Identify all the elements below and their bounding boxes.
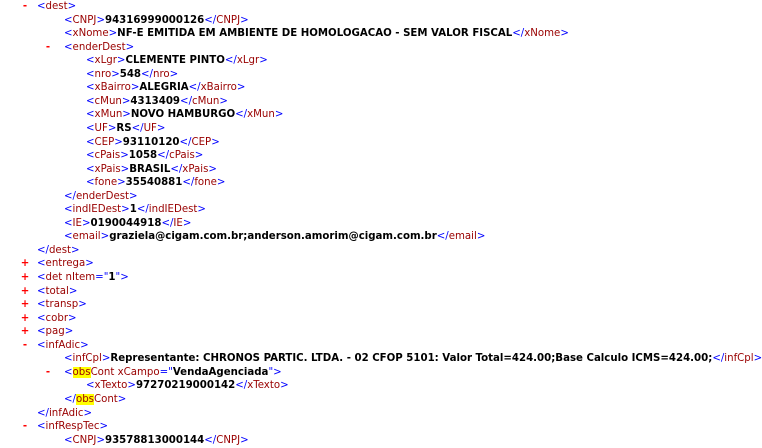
element-text: 1058 xyxy=(128,150,158,162)
tag-punct: < xyxy=(64,434,73,446)
element-text: RS xyxy=(116,122,132,134)
tag-punct: > xyxy=(219,95,228,107)
xml-line-fone xyxy=(86,176,225,190)
tag-name: infAdic xyxy=(45,339,81,351)
element-text: BRASIL xyxy=(129,163,171,175)
tag-name: indIEDest xyxy=(72,204,122,216)
tag-punct: > xyxy=(122,109,131,121)
element-text: 0190044918 xyxy=(90,217,162,229)
tag-punct: > xyxy=(274,109,284,121)
tag-punct: < xyxy=(86,82,95,94)
xml-line-cpais xyxy=(86,149,203,163)
tag-punct: < xyxy=(86,177,95,189)
tag-punct: > xyxy=(80,339,89,351)
tag-punct: > xyxy=(101,353,111,365)
xml-line-det xyxy=(20,271,129,285)
tag-name: fone xyxy=(94,177,118,189)
tag-punct: < xyxy=(37,299,46,311)
tag-name: transp xyxy=(45,299,79,311)
tag-name: Cont xyxy=(93,393,118,405)
tag-name: nro xyxy=(94,68,112,80)
element-text: 97270219000142 xyxy=(135,380,236,392)
tag-punct: </ xyxy=(180,95,192,107)
tag-name: email xyxy=(448,231,477,243)
tag-punct: > xyxy=(182,217,192,229)
xml-line-infcpl xyxy=(64,352,762,366)
tag-punct: > xyxy=(197,204,206,216)
tag-punct: > xyxy=(114,136,123,148)
tag-punct: > xyxy=(169,68,179,80)
tag-punct: < xyxy=(64,353,73,365)
tag-punct: < xyxy=(64,14,73,26)
tag-punct: </ xyxy=(179,136,192,148)
element-text: 4313409 xyxy=(130,95,181,107)
tag-name: UF xyxy=(143,122,157,134)
expand-node-toggle[interactable]: + xyxy=(20,312,30,324)
tag-punct: < xyxy=(64,217,73,229)
tag-name-highlight: obs xyxy=(75,393,94,405)
attr-value: VendaAgenciada xyxy=(172,366,269,378)
tag-punct: </ xyxy=(188,82,201,94)
tag-name: entrega xyxy=(45,258,86,270)
expand-node-toggle[interactable]: + xyxy=(20,258,30,270)
tag-name: infAdic xyxy=(48,407,84,419)
tag-punct: " xyxy=(268,366,274,378)
tag-punct: > xyxy=(236,82,246,94)
tag-punct: " xyxy=(115,272,121,283)
tag-name: CEP xyxy=(191,136,212,148)
tag-name: email xyxy=(72,231,101,243)
tag-punct: =" xyxy=(159,366,173,378)
xml-line-xpais xyxy=(86,163,217,177)
element-text: 93578813000144 xyxy=(104,434,205,446)
tag-punct: </ xyxy=(161,217,174,229)
tag-name-highlight: obs xyxy=(72,366,91,378)
tag-name: infCpl xyxy=(724,353,754,365)
tag-name: xTexto xyxy=(94,380,128,392)
tag-punct: > xyxy=(99,421,108,433)
tag-punct: </ xyxy=(64,393,76,405)
tag-name: UF xyxy=(94,122,108,134)
tag-punct: > xyxy=(85,258,94,270)
tag-punct: </ xyxy=(37,244,49,256)
tag-punct: > xyxy=(156,122,166,134)
tag-punct: < xyxy=(37,312,46,324)
tag-punct: > xyxy=(100,231,110,243)
xml-line-obscont xyxy=(45,366,282,380)
tag-name: infRespTec xyxy=(45,421,100,433)
collapse-node-toggle[interactable]: - xyxy=(22,421,28,433)
tag-punct: > xyxy=(120,163,130,175)
xml-line-email xyxy=(64,230,485,244)
tag-punct: </ xyxy=(157,150,170,162)
tag-punct: > xyxy=(71,244,80,256)
tag-name: det xyxy=(45,272,63,283)
tag-name: CNPJ xyxy=(72,14,97,26)
tag-punct: > xyxy=(67,1,77,12)
xml-line-xtexto xyxy=(86,379,289,393)
tag-punct: </ xyxy=(436,231,449,243)
tag-name: CEP xyxy=(94,136,115,148)
xml-line-ie xyxy=(64,217,191,231)
tag-punct: < xyxy=(86,136,95,148)
element-text: 93110120 xyxy=(122,136,180,148)
tag-punct: > xyxy=(208,163,217,175)
tag-punct: > xyxy=(194,150,204,162)
tag-punct: > xyxy=(476,231,486,243)
xml-line-infadic xyxy=(37,407,92,421)
tag-name: xPais xyxy=(182,163,209,175)
attr-name: nItem xyxy=(62,272,96,283)
xml-line-enderdest xyxy=(45,41,135,55)
xml-line-xlgr xyxy=(86,54,268,68)
tag-punct: > xyxy=(83,407,93,419)
tag-punct: </ xyxy=(141,68,153,80)
tag-name: cMun xyxy=(192,95,220,107)
xml-line-transp xyxy=(20,298,87,312)
tag-name: pag xyxy=(45,326,65,338)
tag-punct: > xyxy=(259,55,268,67)
tag-punct: > xyxy=(121,95,131,107)
tag-punct: </ xyxy=(37,407,49,419)
tag-name: infCpl xyxy=(72,353,102,365)
tag-punct: > xyxy=(280,380,289,392)
tag-punct: > xyxy=(107,122,117,134)
tag-name: cMun xyxy=(94,95,122,107)
attr-name: xCampo xyxy=(114,366,160,378)
tag-punct: > xyxy=(96,14,105,26)
tag-name: xMun xyxy=(247,109,275,121)
tag-punct: < xyxy=(86,380,95,392)
collapse-node-toggle[interactable]: - xyxy=(45,366,51,378)
tag-name: xBairro xyxy=(200,82,237,94)
tag-punct: < xyxy=(64,366,73,378)
tag-name: xLgr xyxy=(94,55,117,67)
tag-name: xNome xyxy=(524,28,561,40)
tag-punct: < xyxy=(37,421,46,433)
element-text: graziela@cigam.com.br;anderson.amorim@cigam.com.br xyxy=(109,231,437,243)
xml-line-infresptec xyxy=(22,420,108,434)
element-text: Representante: CHRONOS PARTIC. LTDA. - 02 CFOP 5101: Valor Total=424.00;Base Calculo ICMS=424.00; xyxy=(110,353,713,365)
tag-punct: < xyxy=(37,326,46,338)
tag-name: cPais xyxy=(94,150,121,162)
attr-value: 1 xyxy=(108,272,116,283)
tag-punct: > xyxy=(117,177,126,189)
tag-name: fone xyxy=(194,177,217,189)
xml-line-dest xyxy=(37,244,80,258)
xml-line-cep xyxy=(86,136,220,150)
element-text: ALEGRIA xyxy=(139,82,189,94)
tag-punct: </ xyxy=(224,55,237,67)
tag-name: indIEDest xyxy=(148,204,198,216)
xml-line-nro xyxy=(86,68,178,82)
tag-name: enderDest xyxy=(72,41,126,53)
tag-punct: > xyxy=(120,150,129,162)
xml-line-indiedest xyxy=(64,203,206,217)
tag-punct: > xyxy=(116,55,126,67)
xml-line-cnpj xyxy=(64,434,249,448)
xml-line-cmun xyxy=(86,95,228,109)
tag-punct: < xyxy=(37,339,46,351)
tag-name: CNPJ xyxy=(72,434,97,446)
tag-punct: < xyxy=(86,68,95,80)
collapse-node-toggle[interactable]: - xyxy=(22,339,28,351)
tag-name: Cont xyxy=(90,366,115,378)
tag-punct: > xyxy=(78,299,87,311)
tag-punct: < xyxy=(86,55,95,67)
tag-name: dest xyxy=(48,244,72,256)
tag-punct: </ xyxy=(170,163,183,175)
tag-name: cPais xyxy=(169,150,195,162)
tag-punct: < xyxy=(64,204,73,216)
tag-punct: > xyxy=(125,41,135,53)
collapse-node-toggle[interactable]: - xyxy=(45,41,51,53)
tag-punct: < xyxy=(86,95,95,107)
tag-punct: < xyxy=(37,1,46,12)
tag-name: CNPJ xyxy=(216,14,241,26)
tag-name: xBairro xyxy=(94,82,131,94)
tag-name: IE xyxy=(72,217,82,229)
tag-punct: </ xyxy=(712,353,725,365)
tag-punct: > xyxy=(240,434,249,446)
tag-punct: < xyxy=(37,258,46,270)
tag-punct: > xyxy=(127,380,136,392)
tag-punct: > xyxy=(130,82,140,94)
tag-punct: > xyxy=(68,285,78,297)
element-text: 1 xyxy=(129,204,137,216)
tag-punct: </ xyxy=(235,380,248,392)
tag-punct: < xyxy=(86,163,95,175)
xml-line-pag xyxy=(20,325,74,339)
xml-line-obscont xyxy=(64,393,126,407)
tag-name: xTexto xyxy=(247,380,281,392)
tag-punct: > xyxy=(111,68,120,80)
tag-punct: =" xyxy=(95,272,109,283)
tag-name: enderDest xyxy=(75,190,130,202)
element-text: 548 xyxy=(119,68,142,80)
tag-punct: > xyxy=(82,217,91,229)
xml-line-cobr xyxy=(20,312,77,326)
tag-name: CNPJ xyxy=(216,434,241,446)
xml-line-dest xyxy=(22,0,77,14)
tag-punct: </ xyxy=(235,109,248,121)
tag-name: xLgr xyxy=(236,55,260,67)
tag-punct: > xyxy=(240,14,249,26)
element-text: 94316999000126 xyxy=(104,14,205,26)
tag-punct: </ xyxy=(512,28,525,40)
tag-punct: </ xyxy=(136,204,149,216)
tag-name: xNome xyxy=(72,28,109,40)
tag-name: total xyxy=(45,285,69,297)
tag-punct: < xyxy=(64,28,73,40)
tag-punct: > xyxy=(120,272,129,283)
tag-punct: </ xyxy=(204,434,217,446)
xml-line-total xyxy=(20,285,78,299)
tag-name: nro xyxy=(152,68,170,80)
tag-punct: > xyxy=(64,326,74,338)
tag-name: IE xyxy=(173,217,183,229)
tag-name: dest xyxy=(45,1,68,12)
element-text: CLEMENTE PINTO xyxy=(125,55,225,67)
xml-line-infadic xyxy=(22,339,89,353)
tag-punct: > xyxy=(68,312,77,324)
element-text: NF-E EMITIDA EM AMBIENTE DE HOMOLOGACAO - SEM VALOR FISCAL xyxy=(117,28,513,40)
tag-punct: < xyxy=(86,150,95,162)
xml-line-enderdest xyxy=(64,190,138,204)
tag-punct: > xyxy=(117,393,127,405)
tag-punct: < xyxy=(37,272,46,283)
collapse-node-toggle[interactable]: - xyxy=(22,1,28,12)
tag-punct: > xyxy=(96,434,105,446)
tag-punct: < xyxy=(64,231,73,243)
tag-punct: < xyxy=(64,41,73,53)
tag-punct: </ xyxy=(204,14,217,26)
tag-punct: < xyxy=(37,285,46,297)
xml-line-xmun xyxy=(86,108,283,122)
tag-name: cobr xyxy=(45,312,69,324)
element-text: NOVO HAMBURGO xyxy=(130,109,236,121)
tag-punct: > xyxy=(121,204,130,216)
tag-punct: > xyxy=(273,366,282,378)
tag-punct: > xyxy=(129,190,138,202)
tag-punct: > xyxy=(560,28,569,40)
expand-node-toggle[interactable]: + xyxy=(20,326,30,338)
xml-line-entrega xyxy=(20,257,94,271)
tag-punct: > xyxy=(211,136,220,148)
tag-punct: > xyxy=(753,353,762,365)
tag-punct: > xyxy=(216,177,226,189)
expand-node-toggle[interactable]: + xyxy=(20,272,30,283)
expand-node-toggle[interactable]: + xyxy=(20,299,30,311)
tag-punct: </ xyxy=(131,122,144,134)
xml-line-cnpj xyxy=(64,14,249,28)
tag-punct: < xyxy=(86,109,95,121)
tag-punct: > xyxy=(108,28,118,40)
element-text: 35540881 xyxy=(125,177,183,189)
xml-line-uf xyxy=(86,122,165,136)
tag-name: xMun xyxy=(94,109,123,121)
tag-punct: </ xyxy=(182,177,195,189)
tag-name: xPais xyxy=(94,163,121,175)
xml-line-xbairro xyxy=(86,81,245,95)
xml-line-xnome xyxy=(64,27,569,41)
expand-node-toggle[interactable]: + xyxy=(20,285,30,297)
tag-punct: </ xyxy=(64,190,76,202)
tag-punct: < xyxy=(86,122,95,134)
